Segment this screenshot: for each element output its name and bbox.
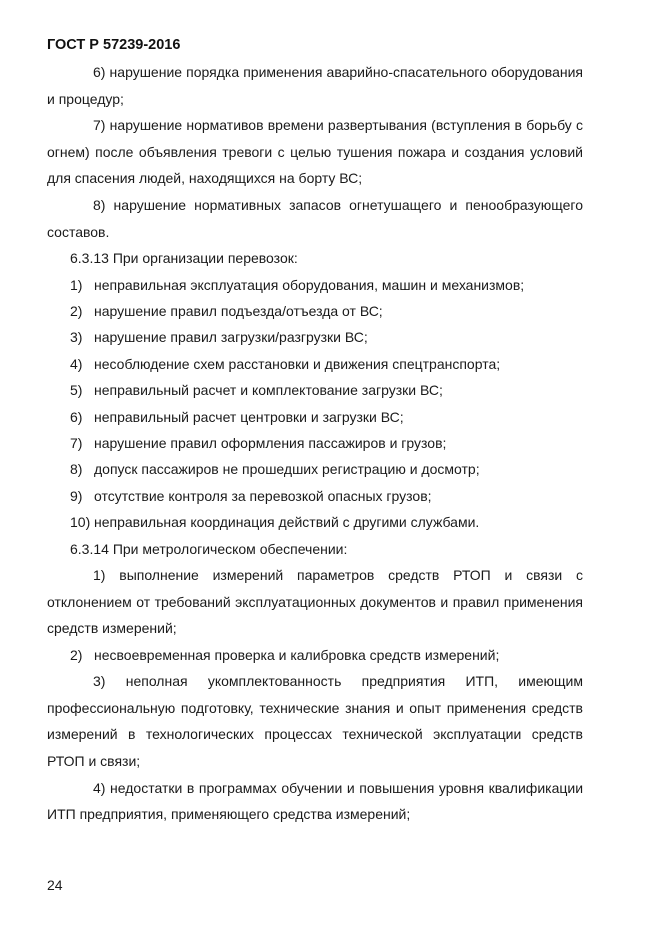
list-item: [47, 377, 583, 403]
list-number: 3): [70, 329, 83, 346]
list-number: 4): [93, 779, 106, 796]
list-number: 2): [70, 646, 83, 663]
list-text: нарушение порядка применения аварийно-спасательного оборудования и процедур;: [47, 64, 583, 107]
list-item: [47, 272, 583, 298]
list-number: 1): [70, 276, 83, 293]
list-item: [47, 404, 583, 430]
list-paragraph: [47, 192, 583, 245]
list-number: 7): [70, 435, 83, 451]
list-text: несоблюдение схем расстановки и движения спецтранспорта;: [94, 355, 501, 372]
list-text: отсутствие контроля за перевозкой опасных грузов;: [94, 487, 432, 504]
list-paragraph: [47, 59, 583, 112]
list-number: 8): [93, 196, 106, 213]
list-number: 8): [70, 461, 83, 478]
list-number: 5): [70, 382, 83, 399]
list-item: [47, 351, 583, 377]
list-number: 6): [70, 408, 83, 425]
list-paragraph: [47, 562, 583, 642]
list-item: [47, 324, 583, 350]
list-text: неправильная координация действий с другими службами.: [94, 514, 480, 531]
list-text: неправильный расчет центровки и загрузки ВС;: [94, 408, 404, 425]
page-number: 24: [47, 877, 63, 893]
document-header: ГОСТ Р 57239-2016: [47, 37, 181, 53]
list-number: 1): [93, 567, 106, 584]
list-text: неполная укомплектованность предприятия ИТП, имеющим профессиональную подготовку, технические знания и опыт применения средств измерений в технологических процессах технической эксплуатации средств РТОП и связи;: [47, 673, 584, 769]
list-text: несвоевременная проверка и калибровка средств измерений;: [94, 646, 500, 663]
list-text: допуск пассажиров не прошедших регистрацию и досмотр;: [94, 461, 480, 478]
list-text: нарушение нормативных запасов огнетушащего и пенообразующего составов.: [47, 196, 583, 240]
list-text: недостатки в программах обучении и повышения уровня квалификации ИТП предприятия, применяющего средства измерений;: [47, 779, 584, 823]
list-number: 6): [93, 64, 106, 80]
list-number: 10): [70, 514, 91, 531]
list-number: 9): [70, 487, 83, 504]
list-paragraph: [47, 668, 583, 774]
list-text: неправильный расчет и комплектование загрузки ВС;: [94, 382, 443, 399]
list-number: 7): [93, 117, 106, 134]
list-item: [47, 456, 583, 482]
list-number: 4): [70, 355, 83, 372]
list-item: [47, 298, 583, 324]
list-item: [47, 642, 583, 668]
list-paragraph: [47, 775, 583, 828]
document-body: [47, 59, 583, 828]
list-text: нарушение правил загрузки/разгрузки ВС;: [94, 329, 368, 346]
list-text: нарушение правил подъезда/отъезда от ВС;: [94, 302, 383, 319]
list-text: выполнение измерений параметров средств РТОП и связи с отклонением от требований эксплуатационных документов и правил применения средств измерений;: [47, 567, 583, 637]
list-text: нарушение нормативов времени развертывания (вступления в борьбу с огнем) после объявления тревоги с целью тушения пожара и создания условий для спасения людей, находящихся на борту ВС;: [47, 117, 583, 187]
list-text: нарушение правил оформления пассажиров и грузов;: [94, 435, 447, 451]
section-heading: 6.3.14 При метрологическом обеспечении:: [70, 540, 348, 557]
list-number: 3): [93, 673, 106, 690]
list-text: неправильная эксплуатация оборудования, машин и механизмов;: [94, 276, 525, 293]
list-item: [47, 483, 583, 509]
list-number: 2): [70, 302, 83, 319]
list-paragraph: [47, 112, 583, 192]
section-heading: 6.3.13 При организации перевозок:: [70, 250, 298, 267]
list-item: [47, 430, 583, 456]
list-item: [47, 509, 583, 535]
